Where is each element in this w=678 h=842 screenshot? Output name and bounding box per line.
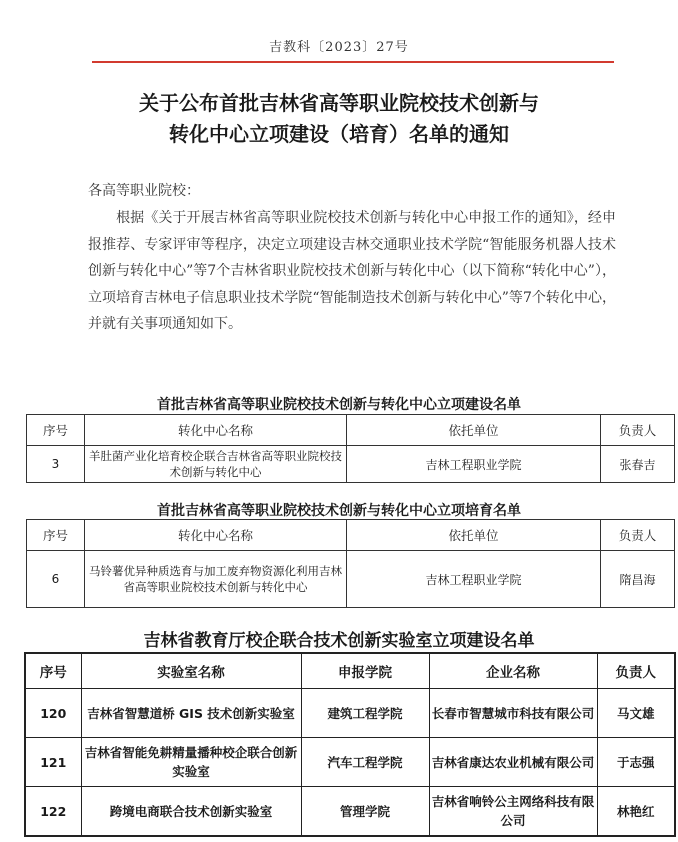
company-name: 吉林省响铃公主网络科技有限公司 bbox=[429, 787, 597, 837]
row-number: 6 bbox=[27, 551, 85, 608]
row-number: 3 bbox=[27, 446, 85, 483]
title-line-1: 关于公布首批吉林省高等职业院校技术创新与 bbox=[139, 91, 539, 115]
salutation: 各高等职业院校： bbox=[88, 183, 200, 199]
header-cell: 序号 bbox=[27, 520, 85, 551]
header-cell: 企业名称 bbox=[429, 653, 597, 689]
table-row bbox=[27, 551, 675, 608]
person-in-charge: 于志强 bbox=[597, 738, 675, 787]
table-header-row bbox=[25, 653, 675, 689]
header-cell: 序号 bbox=[27, 415, 85, 446]
table-row bbox=[27, 446, 675, 483]
document-title bbox=[0, 88, 678, 150]
header-cell: 依托单位 bbox=[347, 520, 601, 551]
row-number: 120 bbox=[25, 689, 81, 738]
document-number: 吉教科〔2023〕27号 bbox=[269, 40, 409, 55]
header-cell: 负责人 bbox=[601, 520, 675, 551]
host-unit: 吉林工程职业学院 bbox=[347, 551, 601, 608]
table2-caption: 首批吉林省高等职业院校技术创新与转化中心立项培育名单 bbox=[157, 503, 521, 519]
cultivation-list-table bbox=[26, 519, 675, 608]
header-cell: 转化中心名称 bbox=[85, 520, 347, 551]
person-in-charge: 马文雄 bbox=[597, 689, 675, 738]
table1-caption: 首批吉林省高等职业院校技术创新与转化中心立项建设名单 bbox=[157, 397, 521, 413]
header-cell: 实验室名称 bbox=[81, 653, 301, 689]
company-name: 长春市智慧城市科技有限公司 bbox=[429, 689, 597, 738]
host-unit: 吉林工程职业学院 bbox=[347, 446, 601, 483]
applying-college: 建筑工程学院 bbox=[301, 689, 429, 738]
header-cell: 负责人 bbox=[601, 415, 675, 446]
construction-list-table bbox=[26, 414, 675, 483]
person-in-charge: 张春吉 bbox=[601, 446, 675, 483]
table-row bbox=[25, 787, 675, 837]
applying-college: 管理学院 bbox=[301, 787, 429, 837]
lab-name: 跨境电商联合技术创新实验室 bbox=[81, 787, 301, 837]
header-cell: 依托单位 bbox=[347, 415, 601, 446]
lab-list-table bbox=[24, 652, 676, 837]
center-name: 马铃薯优异种质选育与加工废弃物资源化利用吉林省高等职业院校技术创新与转化中心 bbox=[85, 551, 347, 608]
table-header-row bbox=[27, 415, 675, 446]
red-separator-line bbox=[92, 61, 614, 63]
center-name: 羊肚菌产业化培育校企联合吉林省高等职业院校技术创新与转化中心 bbox=[85, 446, 347, 483]
table-row bbox=[25, 689, 675, 738]
lab-name: 吉林省智能免耕精量播种校企联合创新实验室 bbox=[81, 738, 301, 787]
header-cell: 序号 bbox=[25, 653, 81, 689]
lab-name: 吉林省智慧道桥 GIS 技术创新实验室 bbox=[81, 689, 301, 738]
table-header-row bbox=[27, 520, 675, 551]
applying-college: 汽车工程学院 bbox=[301, 738, 429, 787]
person-in-charge: 隋昌海 bbox=[601, 551, 675, 608]
title-line-2: 转化中心立项建设（培育）名单的通知 bbox=[169, 122, 509, 146]
table3-caption: 吉林省教育厅校企联合技术创新实验室立项建设名单 bbox=[143, 631, 535, 651]
person-in-charge: 林艳红 bbox=[597, 787, 675, 837]
row-number: 121 bbox=[25, 738, 81, 787]
body-text: 根据《关于开展吉林省高等职业院校技术创新与转化中心申报工作的通知》，经申报推荐、专家评审等程序，决定立项建设吉林交通职业技术学院“智能服务机器人技术创新与转化中心”等7个吉林省职业院校技术创新与转化中心（以下简称“转化中心”），立项培育吉林电子信息职业技术学院“智能制造技术创新与转化中心”等7个转化中心，并就有关事项通知如下。 bbox=[88, 210, 616, 332]
header-cell: 负责人 bbox=[597, 653, 675, 689]
header-cell: 转化中心名称 bbox=[85, 415, 347, 446]
table-row bbox=[25, 738, 675, 787]
header-cell: 申报学院 bbox=[301, 653, 429, 689]
body-paragraph bbox=[88, 205, 616, 338]
row-number: 122 bbox=[25, 787, 81, 837]
company-name: 吉林省康达农业机械有限公司 bbox=[429, 738, 597, 787]
